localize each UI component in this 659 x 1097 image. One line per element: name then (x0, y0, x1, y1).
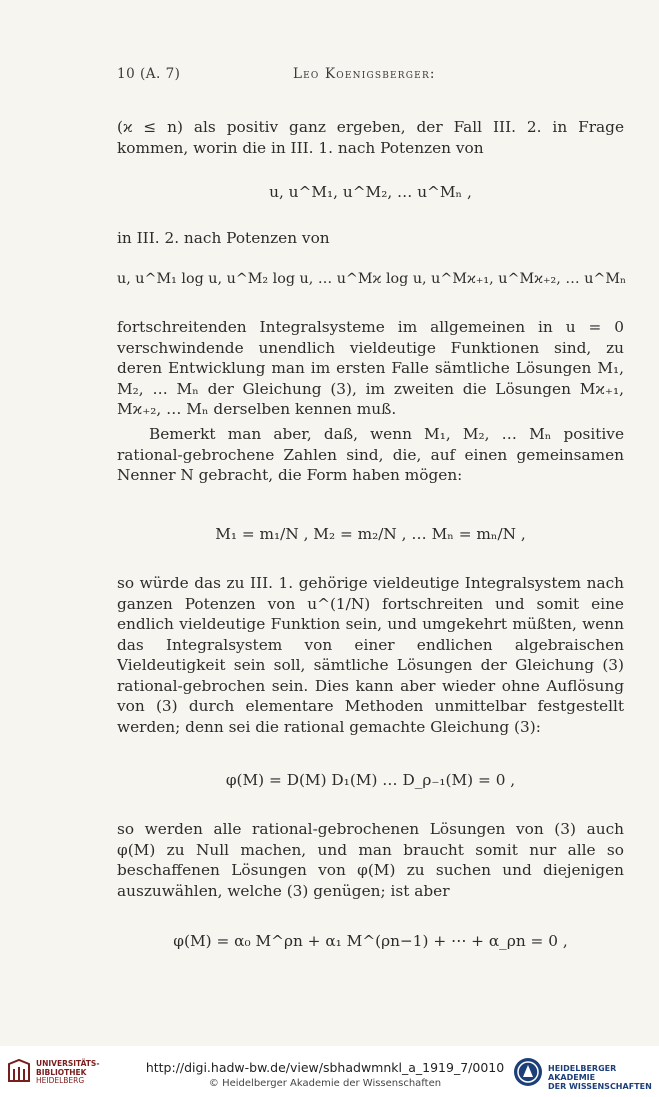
academy-logo[interactable] (512, 1056, 657, 1090)
library-emblem-icon (6, 1058, 32, 1084)
academy-logo-text: HEIDELBERGER AKADEMIE DER WISSENSCHAFTEN (548, 1064, 652, 1091)
formula-3: M₁ = m₁/N , M₂ = m₂/N , … Mₙ = mₙ/N , (215, 525, 526, 543)
permalink-url[interactable]: http://digi.hadw-bw.de/view/sbhadwmnkl_a_1919_7/0010 (145, 1060, 505, 1075)
viewer-footer (0, 1046, 659, 1097)
page-number: 10 (A. 7) (117, 66, 181, 82)
formula-2: u, u^M₁ log u, u^M₂ log u, … u^Mϰ log u, u^Mϰ₊₁, u^Mϰ₊₂, … u^Mₙ (117, 271, 627, 287)
library-logo-text: UNIVERSITÄTS- BIBLIOTHEK HEIDELBERG (36, 1059, 100, 1085)
formula-4: φ(M) = D(M) D₁(M) … D_ρ₋₁(M) = 0 , (225, 771, 516, 789)
running-title: Leo Koenigsberger: (293, 66, 436, 82)
formula-1: u, u^M₁, u^M₂, … u^Mₙ , (269, 183, 472, 201)
academy-seal-icon (512, 1056, 544, 1088)
paragraph-6: so werden alle rational-gebrochenen Lösungen von (3) auch φ(M) zu Null machen, und man braucht somit nur alle so beschaffenen Lösungen von φ(M) zu suchen und diejenigen auszuwählen, welche (3) genügen; ist aber (117, 820, 624, 900)
paragraph-3: fortschreitenden Integralsysteme im allgemeinen in u = 0 verschwindende unendlich vieldeutige Funktionen sind, zu deren Entwicklung man im ersten Falle sämtliche Lösungen M₁, M₂, … Mₙ der Gleichung (3), im zweiten die Lösungen Mϰ₊₁, Mϰ₊₂, … Mₙ derselben kennen muß. (117, 318, 624, 418)
paragraph-5: so würde das zu III. 1. gehörige vieldeutige Integralsystem nach ganzen Potenzen von u^(1/N) fortschreiten und somit eine endlich vieldeutige Funktion sein, und umgekehrt müßten, wenn das Integralsystem von einer endlichen algebraischen Vieldeutigkeit sein soll, sämtliche Lösungen der Gleichung (3) rational-gebrochen sein. Dies kann aber wieder ohne Auflösung von (3) durch elementare Methoden unmittelbar festgestellt werden; denn sei die rational gemachte Gleichung (3): (117, 574, 624, 736)
formula-5: φ(M) = α₀ M^ρn + α₁ M^(ρn−1) + ⋯ + α_ρn = 0 , (173, 932, 568, 950)
paragraph-1: (ϰ ≤ n) als positiv ganz ergeben, der Fall III. 2. in Frage kommen, worin die in III. 1. nach Potenzen von (117, 118, 624, 157)
paragraph-4: Bemerkt man aber, daß, wenn M₁, M₂, … Mₙ positive rational-gebrochene Zahlen sind, die, auf einen gemeinsamen Nenner N gebracht, die Form haben mögen: (117, 425, 624, 484)
copyright-notice: © Heidelberger Akademie der Wissenschaften (208, 1078, 442, 1089)
paragraph-2: in III. 2. nach Potenzen von (117, 229, 330, 247)
